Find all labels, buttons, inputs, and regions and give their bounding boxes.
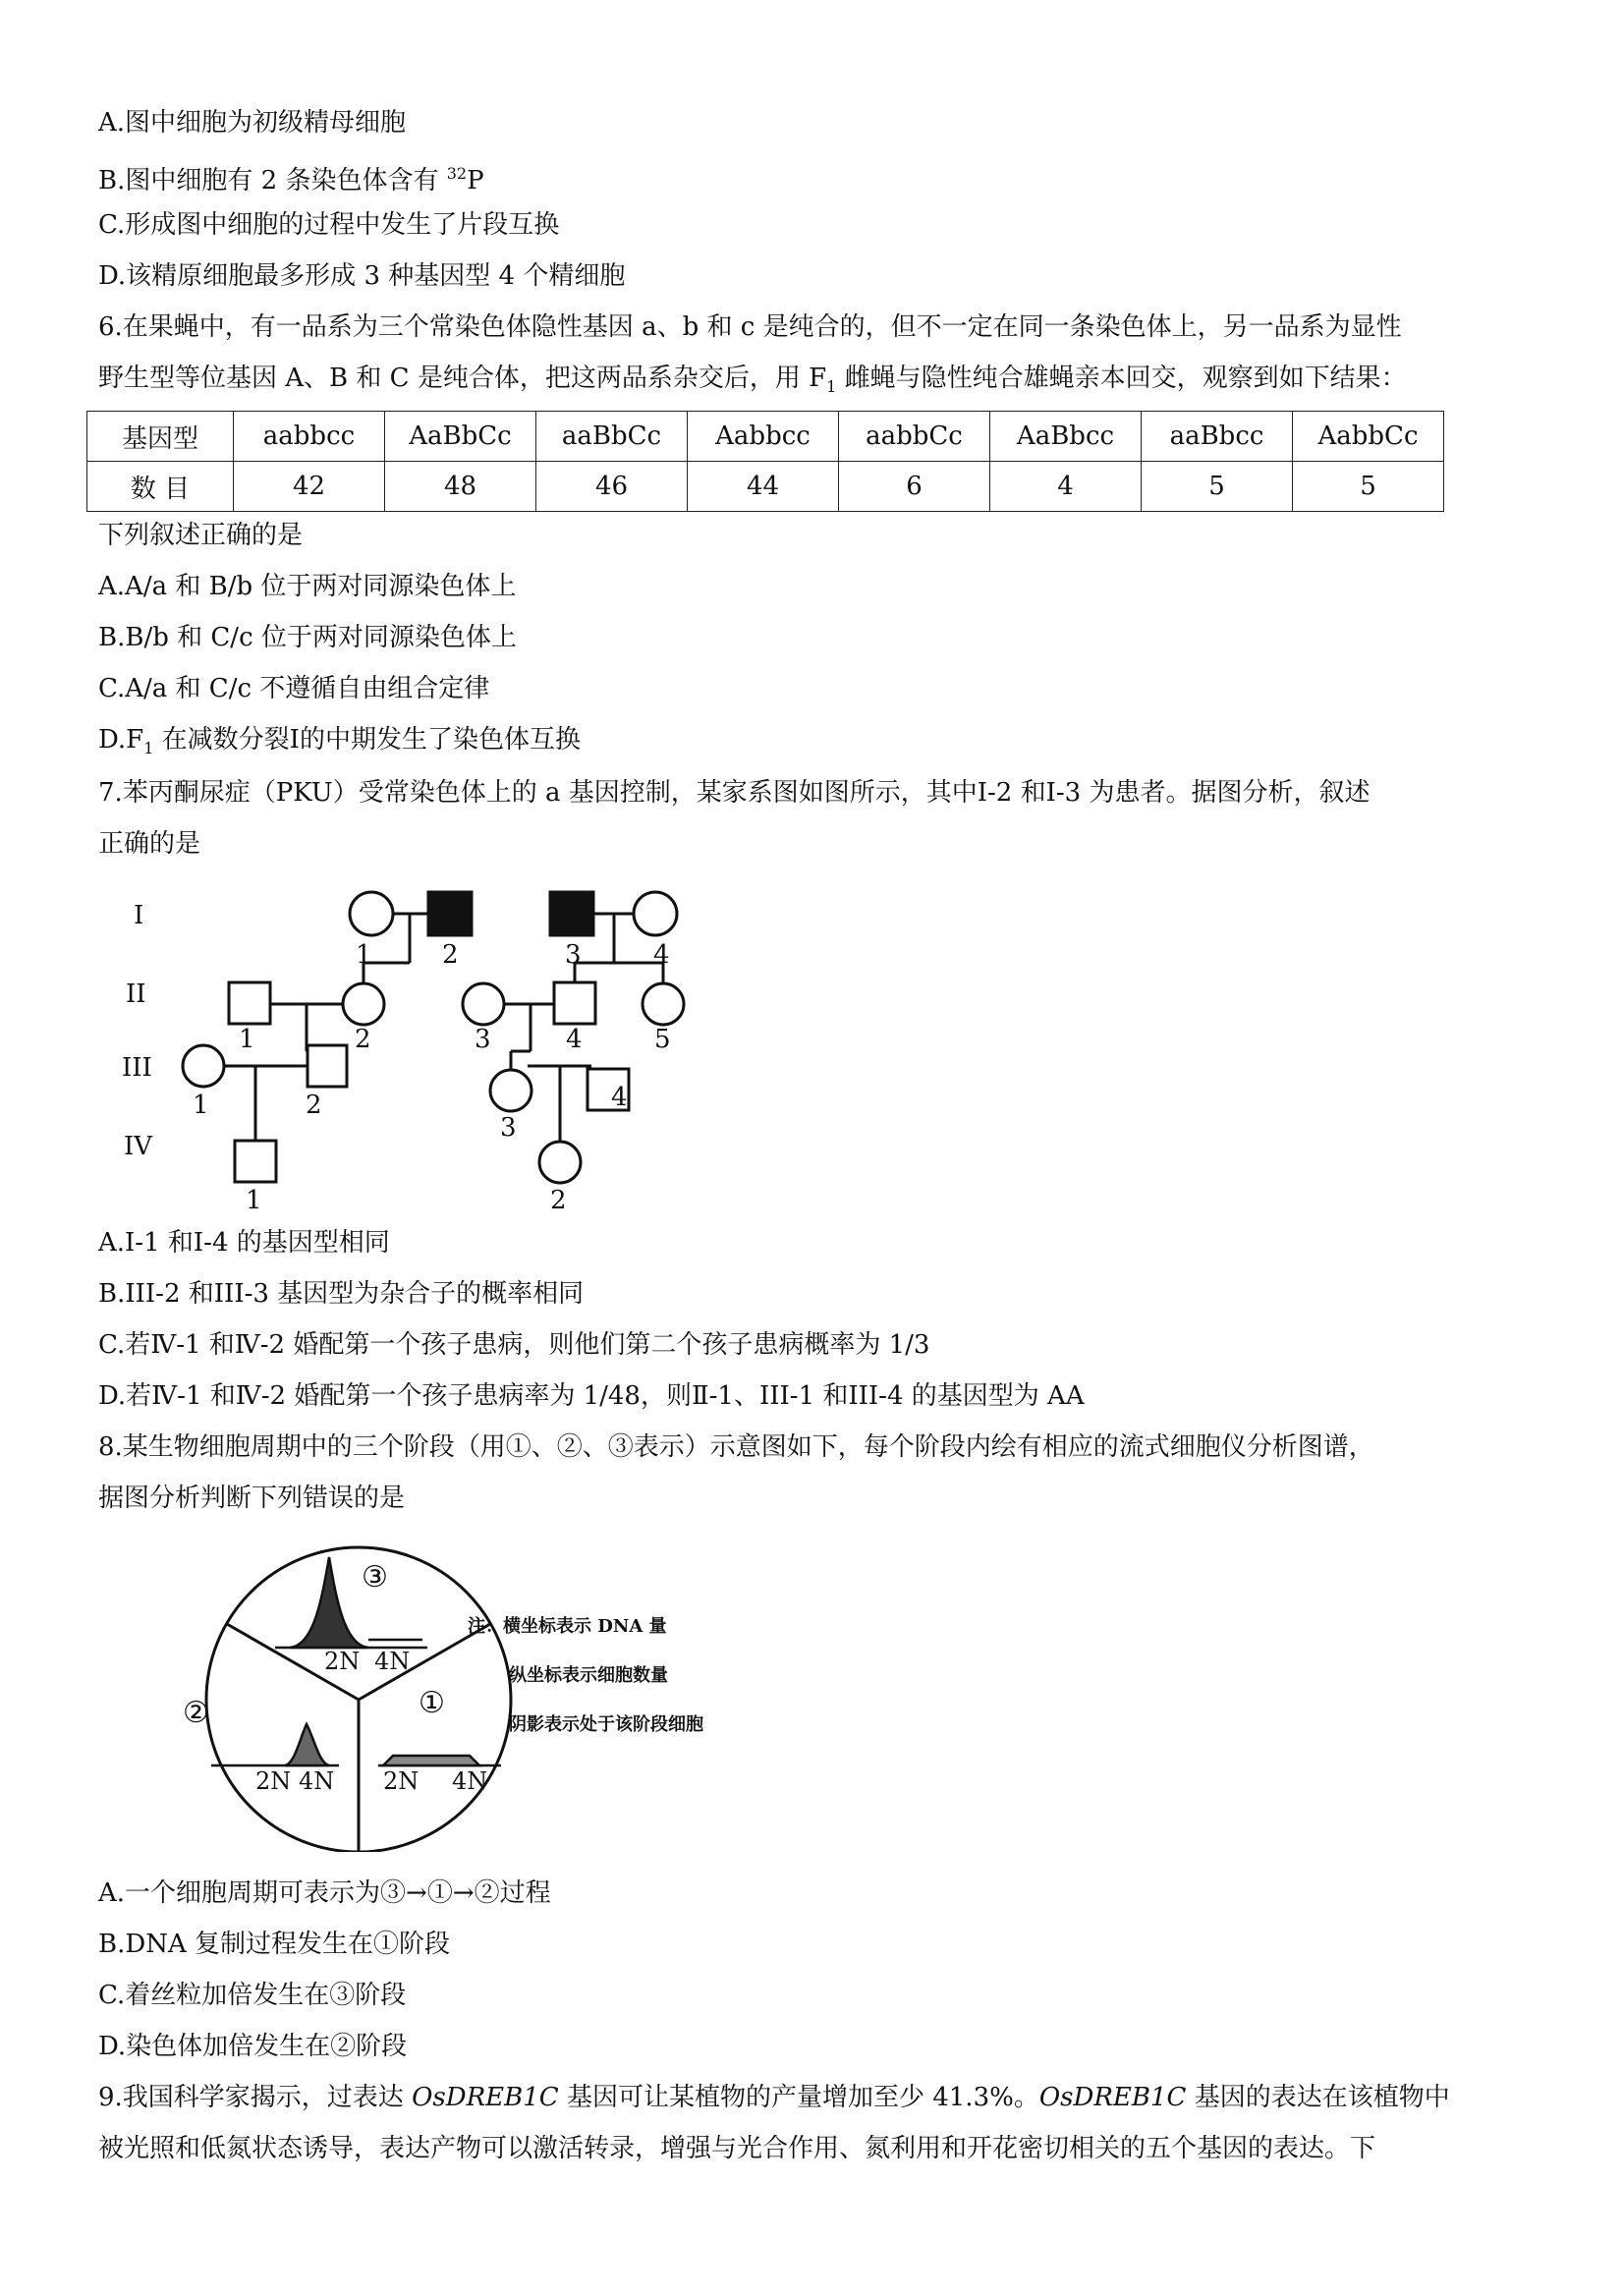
generation-label-ii: II bbox=[126, 980, 146, 1009]
table-row-counts bbox=[87, 462, 1444, 512]
q6-option-a: A.A/a 和 B/b 位于两对同源染色体上 bbox=[98, 572, 517, 601]
q6-stem-line2: 野生型等位基因 A、B 和 C 是纯合体，把这两品系杂交后，用 $F_1$ 雌蝇与隐性纯合雄蝇亲本回交，观察到如下结果： bbox=[98, 364, 1407, 396]
q8-option-a: A.一个细胞周期可表示为③→①→②过程 bbox=[98, 1878, 551, 1908]
pedigree-label: 2 bbox=[355, 1025, 371, 1054]
q9-line1: 9.我国科学家揭示，过表达 OsDREB1C 基因可让某植物的产量增加至少 41.3%。OsDREB1C 基因的表达在该植物中 bbox=[98, 2083, 1450, 2112]
table-header-genotype: 基因型 bbox=[87, 412, 234, 462]
axis-label-4n: 4N bbox=[374, 1648, 411, 1675]
table-cell: aaBbcc bbox=[1142, 412, 1293, 462]
q5-option-a: A.图中细胞为初级精母细胞 bbox=[98, 108, 407, 138]
q5-option-c: C.形成图中细胞的过程中发生了片段互换 bbox=[98, 210, 560, 240]
table-cell: 5 bbox=[1293, 462, 1444, 512]
q7-stem-line1: 7.苯丙酮尿症（PKU）受常染色体上的 a 基因控制，某家系图如图所示，其中Ⅰ-2 和Ⅰ-3 为患者。据图分析，叙述 bbox=[98, 778, 1371, 808]
pedigree-female-ii5 bbox=[643, 983, 684, 1025]
pedigree-female-iii3 bbox=[490, 1070, 532, 1111]
pedigree-label: 4 bbox=[566, 1025, 583, 1054]
table-cell: 48 bbox=[385, 462, 536, 512]
q5-option-b: B.图中细胞有 2 条染色体含有 $^{32}$P bbox=[98, 164, 484, 196]
pedigree-label: 3 bbox=[500, 1113, 517, 1143]
table-cell: 46 bbox=[536, 462, 688, 512]
q5-option-d: D.该精原细胞最多形成 3 种基因型 4 个精细胞 bbox=[98, 261, 626, 291]
q7-stem-line2: 正确的是 bbox=[98, 829, 201, 859]
stage2-label: ② bbox=[183, 1696, 209, 1730]
pedigree-label: 3 bbox=[475, 1025, 491, 1054]
pedigree-female-iii1 bbox=[183, 1045, 224, 1087]
pedigree-female-ii3 bbox=[463, 983, 504, 1025]
q9-line2: 被光照和低氮状态诱导，表达产物可以激活转录，增强与光合作用、氮利用和开花密切相关的五个基因的表达。下 bbox=[98, 2134, 1376, 2163]
table-cell: AaBbCc bbox=[385, 412, 536, 462]
pedigree-male-ii4 bbox=[554, 982, 595, 1024]
q6-stem-line1: 6.在果蝇中，有一品系为三个常染色体隐性基因 a、b 和 c 是纯合的，但不一定在同一条染色体上，另一品系为显性 bbox=[98, 312, 1402, 342]
stage2-peak bbox=[285, 1724, 329, 1765]
axis-label-2n: 2N bbox=[255, 1767, 292, 1795]
pedigree-label: 2 bbox=[442, 940, 459, 970]
table-header-count: 数 目 bbox=[87, 462, 234, 512]
stage3-label: ③ bbox=[362, 1560, 388, 1595]
q6-option-b: B.B/b 和 C/c 位于两对同源染色体上 bbox=[98, 623, 517, 652]
pedigree-label: 5 bbox=[654, 1025, 671, 1054]
q7-option-d: D.若Ⅳ-1 和Ⅳ-2 婚配第一个孩子患病率为 1/48，则Ⅱ-1、III-1 和III-4 的基因型为 AA bbox=[98, 1381, 1085, 1411]
q7-option-a: A.Ⅰ-1 和Ⅰ-4 的基因型相同 bbox=[98, 1228, 390, 1258]
q6-option-c: C.A/a 和 C/c 不遵循自由组合定律 bbox=[98, 674, 490, 703]
table-row-genotypes bbox=[87, 412, 1444, 462]
q8-stem-line1: 8.某生物细胞周期中的三个阶段（用①、②、③表示）示意图如下，每个阶段内绘有相应的流式细胞仪分析图谱， bbox=[98, 1432, 1374, 1462]
pedigree-chart bbox=[98, 865, 806, 1218]
q6-option-d: $D.F_1$ 在减数分裂Ⅰ的中期发生了染色体互换 bbox=[98, 725, 581, 757]
table-cell: 5 bbox=[1142, 462, 1293, 512]
pedigree-male-i3 bbox=[550, 892, 593, 935]
pedigree-male-iv1 bbox=[235, 1141, 276, 1182]
q8-option-d: D.染色体加倍发生在②阶段 bbox=[98, 2032, 408, 2061]
pedigree-label: 2 bbox=[550, 1186, 567, 1215]
axis-label-4n: 4N bbox=[452, 1767, 488, 1795]
q8-option-b: B.DNA 复制过程发生在①阶段 bbox=[98, 1930, 451, 1959]
cell-cycle-diagram bbox=[98, 1538, 766, 1852]
q7-option-b: B.III-2 和III-3 基因型为杂合子的概率相同 bbox=[98, 1279, 585, 1309]
genotype-table bbox=[86, 411, 1444, 512]
pedigree-label: 2 bbox=[306, 1091, 322, 1120]
table-cell: 42 bbox=[234, 462, 385, 512]
generation-label-iv: IV bbox=[124, 1132, 153, 1161]
pedigree-label: 1 bbox=[356, 940, 372, 970]
stage3-peak bbox=[290, 1557, 368, 1648]
table-cell: aabbCc bbox=[839, 412, 990, 462]
pedigree-label: 3 bbox=[565, 940, 582, 970]
axis-label-2n: 2N bbox=[324, 1648, 361, 1675]
table-cell: Aabbcc bbox=[688, 412, 839, 462]
note-line: 纵坐标表示细胞数量 bbox=[509, 1665, 668, 1686]
stage1-label: ① bbox=[419, 1686, 445, 1720]
q8-option-c: C.着丝粒加倍发生在③阶段 bbox=[98, 1981, 407, 2010]
stage1-shaded bbox=[383, 1756, 479, 1765]
pedigree-label: 1 bbox=[193, 1091, 209, 1120]
table-cell: AabbCc bbox=[1293, 412, 1444, 462]
pedigree-label: 1 bbox=[239, 1025, 255, 1054]
q6-prompt: 下列叙述正确的是 bbox=[98, 521, 304, 550]
table-cell: 4 bbox=[990, 462, 1142, 512]
axis-label-2n: 2N bbox=[383, 1767, 420, 1795]
pedigree-label: 4 bbox=[611, 1083, 628, 1112]
pedigree-female-i1 bbox=[350, 892, 393, 935]
pedigree-label: 1 bbox=[246, 1186, 262, 1215]
table-cell: 44 bbox=[688, 462, 839, 512]
table-cell: AaBbcc bbox=[990, 412, 1142, 462]
pedigree-female-i4 bbox=[634, 892, 677, 935]
pedigree-female-iv2 bbox=[539, 1142, 581, 1183]
pedigree-male-ii1 bbox=[229, 982, 270, 1024]
axis-label-4n: 4N bbox=[299, 1767, 335, 1795]
note-line: 注：横坐标表示 DNA 量 bbox=[468, 1616, 667, 1637]
note-line: 阴影表示处于该阶段细胞 bbox=[509, 1714, 703, 1735]
generation-label-i: I bbox=[134, 901, 144, 930]
table-cell: aaBbCc bbox=[536, 412, 688, 462]
table-cell: 6 bbox=[839, 462, 990, 512]
table-cell: aabbcc bbox=[234, 412, 385, 462]
generation-label-iii: III bbox=[122, 1053, 152, 1083]
pedigree-female-ii2 bbox=[343, 983, 384, 1025]
q7-option-c: C.若Ⅳ-1 和Ⅳ-2 婚配第一个孩子患病，则他们第二个孩子患病概率为 1/3 bbox=[98, 1330, 930, 1360]
pedigree-male-i2 bbox=[428, 892, 472, 935]
q8-stem-line2: 据图分析判断下列错误的是 bbox=[98, 1484, 406, 1513]
pedigree-male-iii2 bbox=[308, 1045, 347, 1087]
pedigree-label: 4 bbox=[653, 940, 670, 970]
